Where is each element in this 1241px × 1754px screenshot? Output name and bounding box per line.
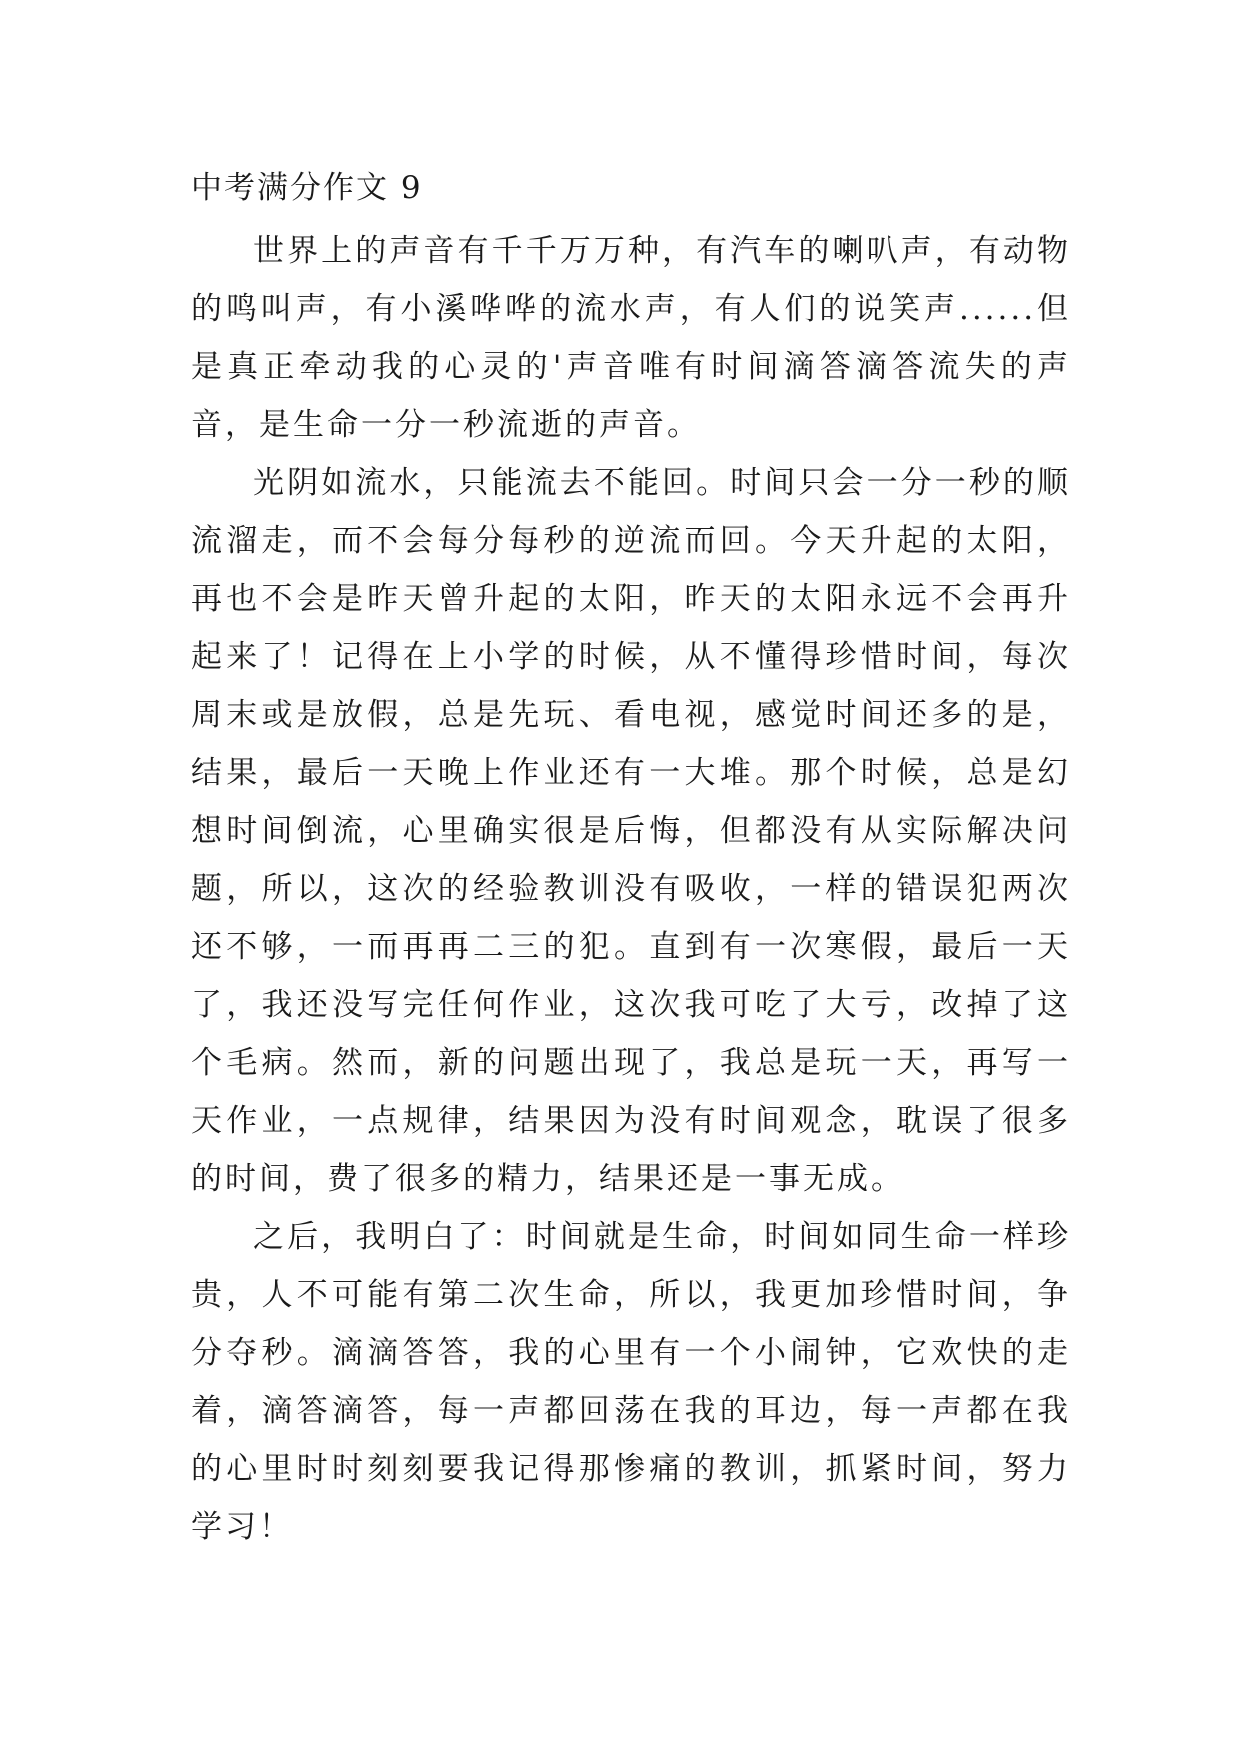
document-title: 中考满分作文 9 [191,170,423,206]
paragraph-2: 光阴如流水，只能流去不能回。时间只会一分一秒的顺流溜走，而不会每分每秒的逆流而回。今天升起的太阳，再也不会是昨天曾升起的太阳，昨天的太阳永远不会再升起来了！记得在上小学的时候，从不懂得珍惜时间，每次周末或是放假，总是先玩、看电视，感觉时间还多的是，结果，最后一天晚上作业还有一大堆。那个时候，总是幻想时间倒流，心里确实很是后悔，但都没有从实际解决问题，所以，这次的经验教训没有吸收，一样的错误犯两次还不够，一而再再二三的犯。直到有一次寒假，最后一天了，我还没写完任何作业，这次我可吃了大亏，改掉了这个毛病。然而，新的问题出现了，我总是玩一天，再写一天作业，一点规律，结果因为没有时间观念，耽误了很多的时间，费了很多的精力，结果还是一事无成。 [191,465,1071,1197]
paragraph-3: 之后，我明白了：时间就是生命，时间如同生命一样珍贵，人不可能有第二次生命，所以，我更加珍惜时间，争分夺秒。滴滴答答，我的心里有一个小闹钟，它欢快的走着，滴答滴答，每一声都回荡在我的耳边，每一声都在我的心里时时刻刻要我记得那惨痛的教训，抓紧时间，努力学习！ [191,1219,1071,1545]
document-body [191,222,1071,1556]
paragraph-1: 世界上的声音有千千万万种，有汽车的喇叭声，有动物的鸣叫声，有小溪哗哗的流水声，有人们的说笑声......但是真正牵动我的心灵的'声音唯有时间滴答滴答流失的声音，是生命一分一秒流逝的声音。 [191,233,1071,443]
